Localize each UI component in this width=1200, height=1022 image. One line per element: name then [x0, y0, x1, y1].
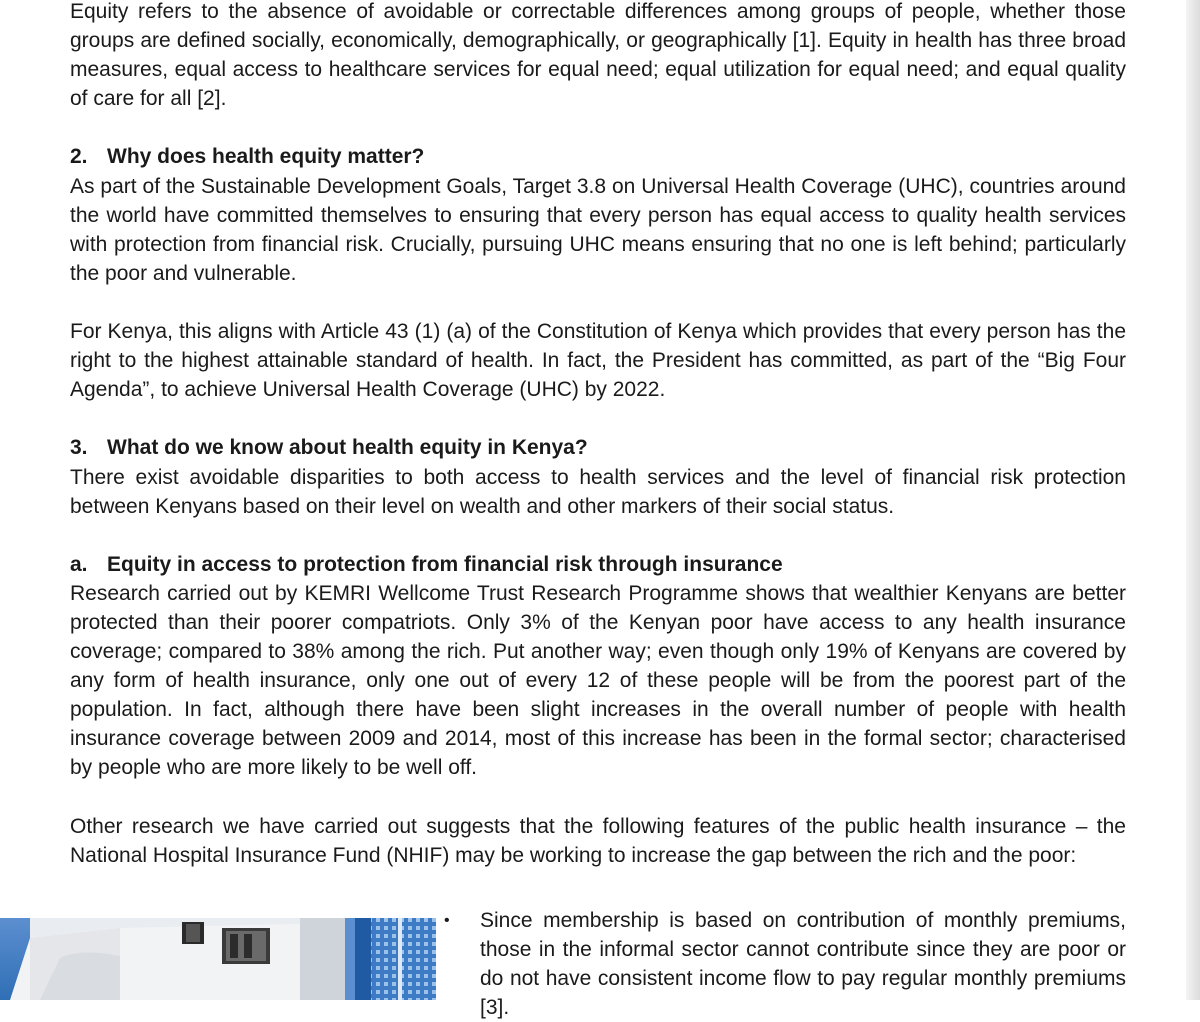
section-3-title: What do we know about health equity in Kenya?	[107, 436, 588, 460]
section-3-paragraph: There exist avoidable disparities to both access to health services and the level of financial risk protection between Kenyans based on their level on wealth and other markers of their social status.	[70, 465, 1126, 518]
subsection-a-title: Equity in access to protection from financial risk through insurance	[107, 552, 783, 576]
subsection-a-paragraph-1: Research carried out by KEMRI Wellcome Trust Research Programme shows that wealthier Kenyans are better protected than their poorer compatriots. Only 3% of the Kenyan poor have access to any health insurance coverage; compared to 38% among the rich. Put another way; even though only 19% of Kenyans are covered by any form of health insurance, only one out of every 12 of these people will be from the poorest part of the population. In fact, although there have been slight increases in the overall number of people with health insurance coverage between 2009 and 2014, most of this increase has been in the formal sector; characterised by people who are more likely to be well off.	[70, 581, 1126, 780]
section-3-heading	[70, 433, 1126, 462]
spacer	[70, 404, 1126, 433]
spacer	[70, 113, 1126, 142]
subsection-a-paragraph-2: Other research we have carried out suggests that the following features of the public health insurance – the National Hospital Insurance Fund (NHIF) may be working to increase the gap between the rich and the poor:	[70, 814, 1126, 867]
section-2-number: 2.	[70, 145, 88, 169]
subsection-a-number: a.	[70, 552, 88, 576]
bullet-text: Since membership is based on contribution of monthly premiums, those in the informal sector cannot contribute since they are poor or do not have consistent income flow to pay regular monthly premiums [3].	[480, 909, 1126, 1020]
spacer	[70, 783, 1126, 812]
building-photo	[0, 918, 436, 1000]
section-2-paragraph-1: As part of the Sustainable Development Goals, Target 3.8 on Universal Health Coverage (UHC), countries around the world have committed themselves to ensuring that every person has equal access to quality health services with protection from financial risk. Crucially, pursuing UHC means ensuring that no one is left behind; particularly the poor and vulnerable.	[70, 174, 1126, 285]
section-1-paragraph: Equity refers to the absence of avoidable or correctable differences among groups of people, whether those groups are defined socially, economically, demographically, or geographically [1]. Equity in health has three broad measures, equal access to healthcare services for equal need; equal utilization for equal need; and equal quality of care for all [2].	[70, 0, 1126, 111]
building-illustration	[0, 918, 436, 1000]
document-page	[70, 0, 1126, 870]
section-2-title: Why does health equity matter?	[107, 145, 425, 169]
subsection-a-heading	[70, 550, 1126, 579]
section-2-heading	[70, 142, 1126, 171]
spacer	[70, 288, 1126, 317]
bullet-marker: •	[444, 912, 450, 929]
spacer	[70, 521, 1126, 550]
section-2-paragraph-2: For Kenya, this aligns with Article 43 (1) (a) of the Constitution of Kenya which provides that every person has the right to the highest attainable standard of health. In fact, the President has committed, as part of the “Big Four Agenda”, to achieve Universal Health Coverage (UHC) by 2022.	[70, 320, 1126, 402]
bullet-list	[444, 906, 1126, 1022]
bullet-item	[444, 906, 1126, 1022]
page-edge-shadow	[1186, 0, 1200, 1000]
section-3-number: 3.	[70, 436, 88, 460]
